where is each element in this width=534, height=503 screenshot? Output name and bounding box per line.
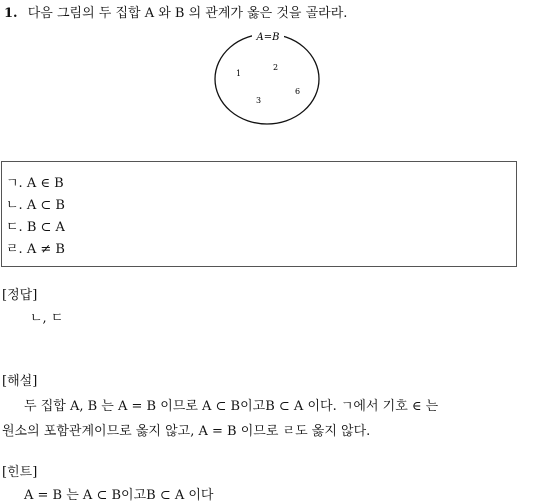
hint-label: [힌트] <box>2 465 38 480</box>
choice-3: ㄷ. B ⊂ A <box>6 220 65 235</box>
answer-label: [정답] <box>2 288 38 303</box>
answer-value: ㄴ, ㄷ <box>30 311 64 326</box>
explanation-label: [해설] <box>2 374 38 389</box>
choices-box <box>1 161 517 267</box>
set-circle <box>215 34 319 124</box>
choice-1: ㄱ. A ∈ B <box>6 176 64 191</box>
element-3: 3 <box>256 96 262 105</box>
set-label: A=B <box>256 32 280 43</box>
question-number: 1. <box>4 6 18 21</box>
explanation-line-2: 원소의 포함관계이므로 옳지 않고, A = B 이므로 ㄹ도 옳지 않다. <box>2 424 371 439</box>
explanation-line-1: 두 집합 A, B 는 A = B 이므로 A ⊂ B이고B ⊂ A 이다. ㄱ에서 기호 ∈ 는 <box>24 399 439 414</box>
element-2: 2 <box>273 63 279 72</box>
hint-text: A = B 는 A ⊂ B이고B ⊂ A 이다 <box>24 488 214 503</box>
element-1: 1 <box>236 69 242 78</box>
choice-2: ㄴ. A ⊂ B <box>6 198 65 213</box>
set-diagram <box>0 28 534 168</box>
question-text: 다음 그림의 두 집합 A 와 B 의 관계가 옳은 것을 골라라. <box>27 6 348 21</box>
element-6: 6 <box>295 87 301 96</box>
question-line <box>4 2 347 21</box>
choice-4: ㄹ. A ≠ B <box>6 242 65 257</box>
